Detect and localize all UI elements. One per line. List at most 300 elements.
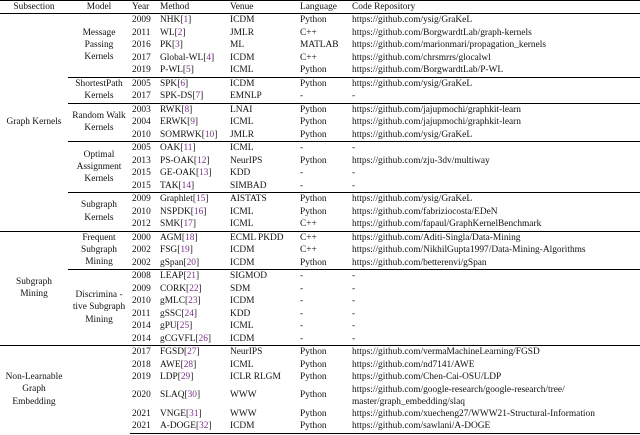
venue-cell: ICML — [230, 359, 254, 370]
ref-bracket: [ — [192, 91, 196, 101]
method-cell — [158, 231, 228, 244]
venue-cell: ICDM — [230, 296, 255, 306]
method-name: NHK — [160, 15, 181, 25]
citation-link[interactable]: 29 — [180, 372, 191, 382]
year-cell: 2005 — [130, 142, 158, 155]
ref-bracket: [ — [195, 333, 199, 344]
header-code-repository: Code Repository — [350, 1, 640, 14]
ref-bracket: ] — [179, 40, 183, 50]
year-cell: 2003 — [130, 103, 158, 116]
language-cell: C++ — [300, 27, 317, 38]
language-cell: Python — [300, 206, 327, 217]
year-cell: 2009 — [132, 283, 151, 294]
citation-link[interactable]: 22 — [189, 283, 199, 294]
method-cell — [158, 90, 228, 103]
language-cell: Python — [300, 117, 327, 127]
table-row — [0, 14, 640, 27]
method-name: ERWK — [160, 117, 188, 127]
method-cell — [158, 283, 228, 296]
method-name: gCGVFL — [160, 333, 196, 344]
citation-link[interactable]: 7 — [195, 91, 201, 101]
ref-bracket: ] — [205, 194, 209, 204]
subsection-cell: Graph Kernels — [0, 14, 68, 232]
year-cell: 2017 — [132, 91, 151, 101]
method-cell — [158, 14, 228, 27]
table-row — [0, 193, 640, 206]
venue-cell: JMLR — [230, 129, 254, 140]
method-cell — [158, 408, 228, 421]
year-cell: 2010 — [132, 129, 151, 140]
repo-cell[interactable]: https://github.com/NikhilGupta1997/Data-Mining-Algorithms — [352, 245, 586, 255]
ref-bracket: [ — [180, 143, 184, 153]
header-row — [0, 1, 640, 14]
method-cell — [158, 206, 228, 219]
ref-bracket: ] — [214, 129, 218, 140]
method-cell — [158, 295, 228, 308]
language-cell: Python — [300, 65, 327, 75]
ref-bracket: ] — [207, 333, 212, 344]
venue-cell: ICML — [230, 206, 254, 217]
repo-cell[interactable]: https://github.com/xuecheng27/WWW21-Structural-Information — [352, 408, 595, 419]
repo-cell[interactable]: https://github.com/Aditi-Singla/Data-Mining — [350, 231, 640, 244]
subsection-cell: Subgraph Mining — [0, 231, 68, 346]
year-cell: 2004 — [132, 117, 151, 127]
repo-cell[interactable]: https://github.com/nd7141/AWE — [352, 359, 475, 370]
venue-cell: ICML — [228, 142, 298, 155]
year-cell: 2005 — [130, 77, 158, 90]
method-name: SPK — [160, 78, 178, 89]
ref-bracket: ] — [190, 372, 194, 382]
ref-bracket: [ — [174, 27, 178, 38]
model-cell: Subgraph Kernels — [68, 193, 130, 232]
citation-link[interactable]: 30 — [187, 390, 197, 401]
table-body — [0, 14, 640, 434]
citation-link[interactable]: 11 — [183, 143, 193, 153]
ref-bracket: [ — [181, 308, 185, 319]
method-cell — [158, 320, 228, 333]
citation-link[interactable]: 18 — [185, 232, 195, 243]
header-language: Language — [298, 1, 350, 14]
venue-cell: SIGMOD — [228, 270, 298, 283]
citation-link[interactable]: 17 — [183, 219, 193, 229]
ref-bracket: ] — [211, 52, 215, 63]
method-cell — [158, 77, 228, 90]
citation-link[interactable]: 8 — [184, 104, 190, 115]
year-cell: 2017 — [132, 52, 151, 63]
venue-cell: ICML — [230, 321, 254, 331]
repo-cell: - — [352, 168, 356, 178]
method-name: VNGE — [160, 408, 187, 419]
method-name: SOMRWK — [160, 129, 202, 140]
ref-bracket: ] — [196, 390, 201, 401]
language-cell: Python — [300, 408, 327, 419]
venue-cell: ICML — [230, 65, 254, 75]
language-cell: - — [298, 270, 350, 283]
ref-bracket: [ — [180, 15, 184, 25]
venue-cell: NeurIPS — [230, 155, 263, 166]
citation-link[interactable]: 23 — [188, 296, 198, 306]
year-cell: 2016 — [132, 40, 151, 50]
ref-bracket: ] — [200, 91, 204, 101]
repo-cell[interactable]: https://github.com/ysig/GraKeL — [350, 193, 640, 206]
citation-link[interactable]: 4 — [206, 52, 212, 63]
language-cell: Python — [300, 372, 327, 382]
ref-bracket: ] — [197, 296, 201, 306]
method-cell — [158, 116, 228, 129]
year-cell: 2010 — [132, 296, 151, 306]
citation-link[interactable]: 32 — [199, 421, 209, 431]
subsection-cell: Non-Learnable Graph Embedding — [0, 346, 68, 434]
year-cell: 2013 — [132, 155, 151, 166]
method-name: gPU — [160, 321, 177, 331]
ref-bracket: [ — [187, 117, 191, 127]
ref-bracket: ] — [208, 421, 212, 431]
citation-link[interactable]: 6 — [180, 78, 186, 89]
ref-bracket: ] — [198, 283, 202, 294]
language-cell: - — [300, 308, 304, 319]
language-cell: Python — [300, 155, 327, 166]
model-cell: Frequent Subgraph Mining — [68, 231, 130, 270]
table-row — [0, 77, 640, 90]
citation-link[interactable]: 16 — [193, 206, 204, 217]
citation-link[interactable]: 13 — [199, 168, 209, 178]
model-cell: Message Passing Kernels — [68, 14, 130, 78]
year-cell: 2010 — [132, 206, 151, 217]
ref-bracket: [ — [171, 40, 176, 50]
method-name: Graphlet — [160, 194, 193, 204]
method-name: CORK — [160, 283, 187, 294]
method-name: SLAQ — [160, 390, 185, 401]
repo-cell[interactable]: https://github.com/ysig/GraKeL — [350, 14, 640, 27]
year-cell: 2021 — [132, 408, 151, 419]
ref-bracket: [ — [186, 283, 190, 294]
ref-bracket: [ — [186, 408, 190, 419]
model-cell: Random Walk Kernels — [68, 103, 130, 142]
ref-bracket: ] — [192, 219, 196, 229]
repo-cell[interactable]: https://github.com/ysig/GraKeL — [352, 129, 473, 140]
language-cell: Python — [298, 193, 350, 206]
ref-bracket: ] — [196, 347, 200, 357]
table-row — [0, 270, 640, 283]
citation-link[interactable]: 27 — [187, 347, 197, 357]
ref-bracket: ] — [188, 15, 192, 25]
language-cell: - — [300, 296, 304, 306]
repo-cell[interactable]: https://github.com/Chen-Cai-OSU/LDP — [352, 372, 502, 382]
year-cell: 2011 — [132, 27, 151, 38]
repo-cell[interactable]: https://github.com/jajupmochi/graphkit-learn — [352, 117, 521, 127]
ref-bracket: [ — [182, 65, 187, 75]
ref-bracket: [ — [177, 245, 181, 255]
method-name: NSPDK — [160, 206, 191, 217]
venue-cell: LNAI — [228, 103, 298, 116]
ref-bracket: [ — [201, 129, 205, 140]
citation-link[interactable]: 19 — [180, 245, 190, 255]
ref-bracket: [ — [183, 257, 187, 268]
ref-bracket: ] — [185, 78, 189, 89]
ref-bracket: [ — [195, 421, 200, 431]
method-cell — [158, 142, 228, 155]
year-cell: 2020 — [132, 390, 151, 401]
ref-bracket: [ — [195, 168, 200, 178]
method-cell — [158, 64, 228, 77]
method-cell — [158, 39, 228, 52]
language-cell: - — [300, 333, 304, 344]
ref-bracket: ] — [195, 271, 200, 281]
year-cell: 2015 — [132, 168, 151, 178]
venue-cell: ICDM — [228, 77, 298, 90]
language-cell: Python — [298, 77, 350, 90]
repo-cell[interactable]: https://github.com/BorgwardtLab/graph-kernels — [352, 27, 532, 38]
citation-link[interactable]: 15 — [195, 194, 206, 204]
language-cell: C++ — [300, 245, 317, 255]
venue-cell: JMLR — [230, 27, 254, 38]
venue-cell: SIMBAD — [230, 180, 267, 191]
method-name: PK — [160, 40, 172, 50]
ref-bracket: [ — [190, 206, 194, 217]
method-name: TAK — [160, 180, 179, 191]
ref-bracket: ] — [194, 232, 198, 243]
citation-link[interactable]: 3 — [175, 40, 180, 50]
ref-bracket: ] — [193, 359, 197, 370]
repo-cell[interactable]: https://github.com/betterenvi/gSpan — [352, 257, 487, 268]
ref-bracket: ] — [189, 104, 193, 115]
ref-bracket: [ — [176, 321, 180, 331]
year-cell: 2012 — [132, 219, 151, 229]
method-name: OAK — [160, 143, 181, 153]
method-name: gSSC — [160, 308, 182, 319]
citation-link[interactable]: 26 — [198, 333, 208, 344]
table-row — [0, 346, 640, 359]
ref-bracket: ] — [194, 117, 199, 127]
year-cell: 2002 — [132, 245, 151, 255]
citation-link[interactable]: 28 — [183, 359, 194, 370]
method-cell — [158, 193, 228, 206]
language-cell: C++ — [300, 219, 317, 229]
repo-cell[interactable]: https://github.com/vermaMachineLearning/FGSD — [350, 346, 640, 359]
language-cell: - — [300, 283, 304, 294]
citation-link[interactable]: 20 — [186, 257, 196, 268]
method-name: AGM — [160, 232, 182, 243]
repo-cell: - — [350, 270, 640, 283]
year-cell: 2009 — [130, 193, 158, 206]
citation-link[interactable]: 10 — [204, 129, 215, 140]
repo-cell[interactable]: https://github.com/BorgwardtLab/P-WL — [352, 65, 504, 75]
ref-bracket: [ — [181, 232, 186, 243]
citation-link[interactable]: 5 — [186, 65, 191, 75]
method-cell — [158, 129, 228, 142]
citation-link[interactable]: 2 — [177, 27, 183, 38]
year-cell: 2009 — [130, 14, 158, 27]
method-cell — [158, 346, 228, 359]
method-cell — [158, 308, 228, 321]
ref-bracket: ] — [198, 408, 202, 419]
method-cell — [158, 371, 228, 384]
venue-cell: WWW — [230, 390, 257, 401]
venue-cell: ICDM — [230, 257, 255, 268]
repo-cell[interactable]: https://github.com/chrsmrrs/glocalwl — [352, 52, 491, 63]
ref-bracket: ] — [206, 155, 210, 166]
language-cell: Python — [298, 420, 350, 433]
year-cell: 2008 — [130, 270, 158, 283]
repo-cell: - — [352, 180, 356, 191]
language-cell: Python — [300, 390, 327, 401]
repo-cell: - — [352, 283, 356, 294]
venue-cell: ICDM — [230, 52, 255, 63]
method-name: gSpan — [160, 257, 184, 268]
ref-bracket: [ — [180, 219, 184, 229]
ref-bracket: [ — [192, 194, 196, 204]
language-cell: - — [300, 91, 304, 101]
ref-bracket: [ — [180, 359, 184, 370]
ref-bracket: [ — [183, 347, 188, 357]
repo-cell[interactable]: https://github.com/fabriziocosta/EDeN — [352, 206, 498, 217]
venue-cell: SDM — [230, 283, 251, 294]
method-cell — [158, 103, 228, 116]
method-cell — [158, 420, 228, 433]
method-name: P-WL — [160, 65, 183, 75]
year-cell: 2002 — [132, 257, 151, 268]
venue-cell: ICLR RLGM — [230, 372, 281, 382]
language-cell: C++ — [298, 231, 350, 244]
venue-cell: ICML — [230, 117, 254, 127]
venue-cell: ECML PKDD — [228, 231, 298, 244]
venue-cell: ICDM — [228, 420, 298, 433]
method-cell — [158, 359, 228, 372]
ref-bracket: [ — [184, 390, 188, 401]
year-cell: 2021 — [130, 420, 158, 433]
repo-cell[interactable]: https://github.com/ysig/GraKeL — [350, 77, 640, 90]
repo-cell[interactable]: https://github.com/marionmari/propagation_kernels — [352, 40, 546, 50]
ref-bracket: [ — [185, 296, 189, 306]
repo-cell[interactable]: https://github.com/sawlani/A-DOGE — [350, 420, 640, 433]
method-cell — [158, 384, 228, 408]
language-cell: Python — [298, 346, 350, 359]
method-name: gMLC — [160, 296, 186, 306]
venue-cell: KDD — [230, 168, 251, 178]
method-cell — [158, 270, 228, 283]
year-cell: 2014 — [132, 333, 151, 344]
method-cell — [158, 167, 228, 180]
language-cell: - — [300, 168, 304, 178]
model-cell — [68, 346, 130, 434]
venue-cell: ML — [230, 40, 245, 50]
year-cell: 2018 — [132, 359, 151, 370]
venue-cell: ICDM — [230, 245, 255, 255]
method-cell — [158, 333, 228, 346]
citation-link[interactable]: 1 — [183, 15, 189, 25]
year-cell: 2011 — [132, 308, 151, 319]
method-name: Global-WL — [160, 52, 204, 63]
venue-cell: ICDM — [230, 333, 255, 344]
year-cell: 2014 — [132, 321, 151, 331]
ref-bracket: ] — [190, 65, 194, 75]
repo-cell: - — [352, 296, 356, 306]
year-cell: 2019 — [132, 372, 151, 382]
language-cell: MATLAB — [300, 40, 339, 50]
method-cell — [158, 180, 228, 193]
repo-cell[interactable]: https://github.com/jajupmochi/graphkit-learn — [350, 103, 640, 116]
venue-cell: EMNLP — [230, 91, 262, 101]
language-cell: - — [298, 142, 350, 155]
citation-link[interactable]: 9 — [190, 117, 195, 127]
method-cell — [158, 257, 228, 270]
language-cell: Python — [300, 129, 327, 140]
model-cell: Discrimina -tive Subgraph Mining — [68, 270, 130, 346]
ref-bracket: [ — [183, 271, 187, 281]
header-method: Method — [158, 1, 228, 14]
ref-bracket: [ — [177, 78, 181, 89]
method-cell — [158, 155, 228, 168]
method-name: LEAP — [160, 271, 184, 281]
header-venue: Venue — [228, 1, 298, 14]
repo-cell: - — [352, 308, 356, 319]
model-cell: ShortestPath Kernels — [68, 77, 130, 103]
repo-cell[interactable]: https://github.com/zju-3dv/multiway — [352, 155, 490, 166]
year-cell: 2017 — [130, 346, 158, 359]
header-model: Model — [68, 1, 130, 14]
year-cell: 2015 — [132, 180, 151, 191]
method-name: WL — [160, 27, 175, 38]
ref-bracket: [ — [193, 155, 197, 166]
method-name: FGSD — [160, 347, 184, 357]
citation-link[interactable]: 25 — [179, 321, 190, 331]
citation-link[interactable]: 14 — [181, 180, 192, 191]
year-cell: 2000 — [130, 231, 158, 244]
table-row — [0, 103, 640, 116]
ref-bracket: ] — [191, 180, 195, 191]
year-cell: 2019 — [132, 65, 151, 75]
method-name: RWK — [160, 104, 182, 115]
method-name: SMK — [160, 219, 181, 229]
language-cell: - — [300, 180, 304, 191]
language-cell: Python — [300, 257, 327, 268]
language-cell: C++ — [300, 52, 317, 63]
venue-cell: ICML — [230, 219, 254, 229]
repo-cell[interactable]: https://github.com/google-research/google-research/tree/ master/graph_embedding/slaq — [352, 384, 565, 407]
repo-cell[interactable]: https://github.com/fapaul/GraphKernelBenchmark — [352, 219, 542, 229]
ref-bracket: ] — [195, 257, 200, 268]
repo-cell: - — [352, 321, 356, 331]
method-name: SPK-DS — [160, 91, 193, 101]
repo-cell: - — [352, 333, 356, 344]
venue-cell: AISTATS — [228, 193, 298, 206]
header-year: Year — [130, 1, 158, 14]
table-row — [0, 231, 640, 244]
ref-bracket: ] — [182, 27, 186, 38]
ref-bracket: ] — [193, 308, 197, 319]
language-cell: Python — [298, 14, 350, 27]
method-cell — [158, 218, 228, 231]
citation-link[interactable]: 12 — [197, 155, 207, 166]
language-cell: - — [300, 321, 304, 331]
method-cell — [158, 52, 228, 65]
repo-cell: - — [350, 142, 640, 155]
ref-bracket: ] — [208, 168, 212, 178]
repo-cell: - — [352, 91, 356, 101]
ref-bracket: ] — [192, 143, 196, 153]
ref-bracket: [ — [203, 52, 207, 63]
ref-bracket: ] — [189, 245, 193, 255]
venue-cell: NeurIPS — [228, 346, 298, 359]
citation-link[interactable]: 31 — [189, 408, 199, 419]
citation-link[interactable]: 24 — [184, 308, 194, 319]
citation-link[interactable]: 21 — [186, 271, 196, 281]
table-row — [0, 142, 640, 155]
method-name: GE-OAK — [160, 168, 196, 178]
language-cell: Python — [298, 103, 350, 116]
header-subsection: Subsection — [0, 1, 68, 14]
ref-bracket: [ — [177, 372, 181, 382]
